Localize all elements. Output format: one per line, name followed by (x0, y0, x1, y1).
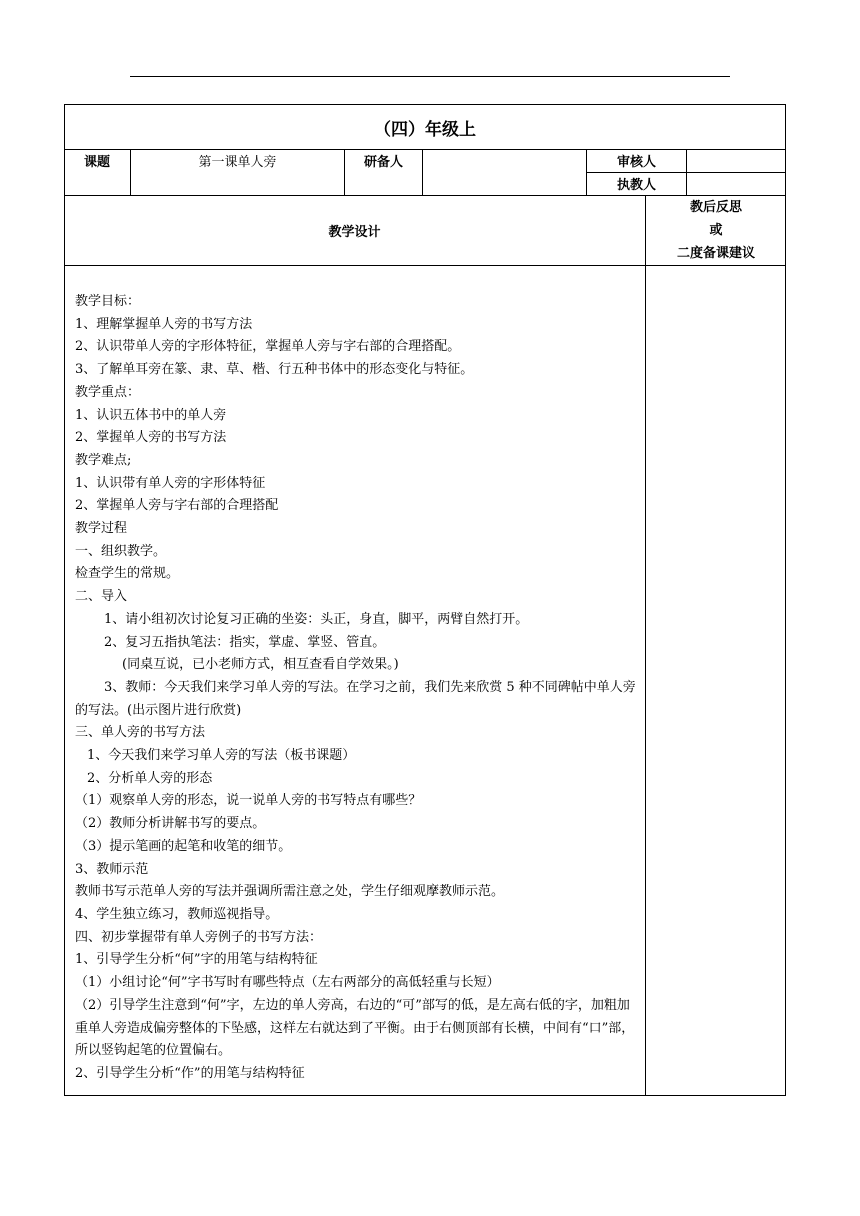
content-line: 四、初步掌握带有单人旁例子的书写方法： (75, 929, 323, 945)
topic-value: 第一课单人旁 (198, 155, 277, 170)
content-line: （2）教师分析讲解书写的要点。 (75, 816, 266, 832)
content-line: （1）观察单人旁的形态，说一说单人旁的书写特点有哪些？ (75, 793, 422, 809)
content-line: 检查学生的常规。 (75, 566, 180, 582)
reflection-header (646, 196, 786, 265)
content-line: 1、认识带有单人旁的字形体特征 (75, 475, 266, 491)
content-line: 2、分析单人旁的形态 (87, 770, 213, 786)
reviewer-value (687, 149, 786, 172)
content-line: 1、认识五体书中的单人旁 (75, 407, 227, 423)
content-line: 3、教师示范 (75, 861, 149, 877)
content-line: 3、教师：今天我们来学习单人旁的写法。在学习之前，我们先来欣赏 5 种不同碑帖中单人旁的写法。(出示图片进行欣赏) (75, 679, 636, 718)
col-divider-reflection (645, 195, 646, 1096)
content-line: 教学目标： (75, 294, 141, 309)
content-line: 2、认识带单人旁的字形体特征，掌握单人旁与字右部的合理搭配。 (75, 339, 461, 355)
teacher-value (687, 172, 786, 195)
content-line: 1、理解掌握单人旁的书写方法 (75, 316, 253, 332)
grade-title: （四）年级上 (374, 120, 476, 140)
content-line: (同桌互说，已小老师方式，相互查看自学效果。) (122, 657, 399, 673)
content-line: 教学难点; (75, 452, 132, 468)
content-line: 三、单人旁的书写方法 (75, 725, 206, 741)
content-line: 2、引导学生分析“作”的用笔与结构特征 (75, 1065, 305, 1081)
prepared-label: 研备人 (363, 155, 403, 170)
content-line: 1、请小组初次讨论复习正确的坐姿：头正，身直，脚平，两臂自然打开。 (104, 611, 529, 627)
header-rule (130, 76, 730, 77)
content-line: （1）小组讨论“何”字书写时有哪些特点（左右两部分的高低轻重与长短） (75, 975, 500, 991)
content-line: 二、导入 (75, 589, 128, 605)
reflection-line-1: 教后反思 (689, 200, 742, 215)
content-line: 3、了解单耳旁在篆、隶、草、楷、行五种书体中的形态变化与特征。 (75, 362, 474, 378)
teacher-label: 执教人 (616, 178, 656, 193)
content-line: 一、组织教学。 (75, 543, 167, 559)
content-line: 2、复习五指执笔法：指实，掌虚、掌竖、管直。 (104, 634, 386, 650)
lesson-content (75, 291, 640, 1086)
row-divider-design (64, 265, 786, 266)
content-line: 2、掌握单人旁与字右部的合理搭配 (75, 498, 279, 514)
content-line: 1、引导学生分析“何”字的用笔与结构特征 (75, 952, 318, 968)
content-line: 2、掌握单人旁的书写方法 (75, 430, 227, 446)
reviewer-label: 审核人 (616, 155, 656, 170)
content-line: 教师书写示范单人旁的写法并强调所需注意之处，学生仔细观摩教师示范。 (75, 884, 505, 900)
prepared-value (423, 149, 586, 195)
content-line: 4、学生独立练习，教师巡视指导。 (75, 906, 279, 922)
content-line: 1、今天我们来学习单人旁的写法（板书课题） (87, 748, 356, 764)
reflection-line-3: 二度备课建议 (676, 246, 755, 261)
content-line: （3）提示笔画的起笔和收笔的细节。 (75, 838, 292, 854)
content-line: 教学重点： (75, 384, 141, 400)
design-label: 教学设计 (328, 225, 381, 240)
content-line: 教学过程 (75, 521, 128, 537)
reflection-line-2: 或 (709, 223, 723, 238)
content-line: （2）引导学生注意到“何”字，左边的单人旁高，右边的“可”部写的低，是左高右低的字，加粗加重单人旁造成偏旁整体的下坠感，这样左右就达到了平衡。由于右侧顶部有长横，中间有“口”部，所以竖钩起笔的位置偏右。 (75, 997, 635, 1059)
topic-label: 课题 (83, 155, 110, 170)
